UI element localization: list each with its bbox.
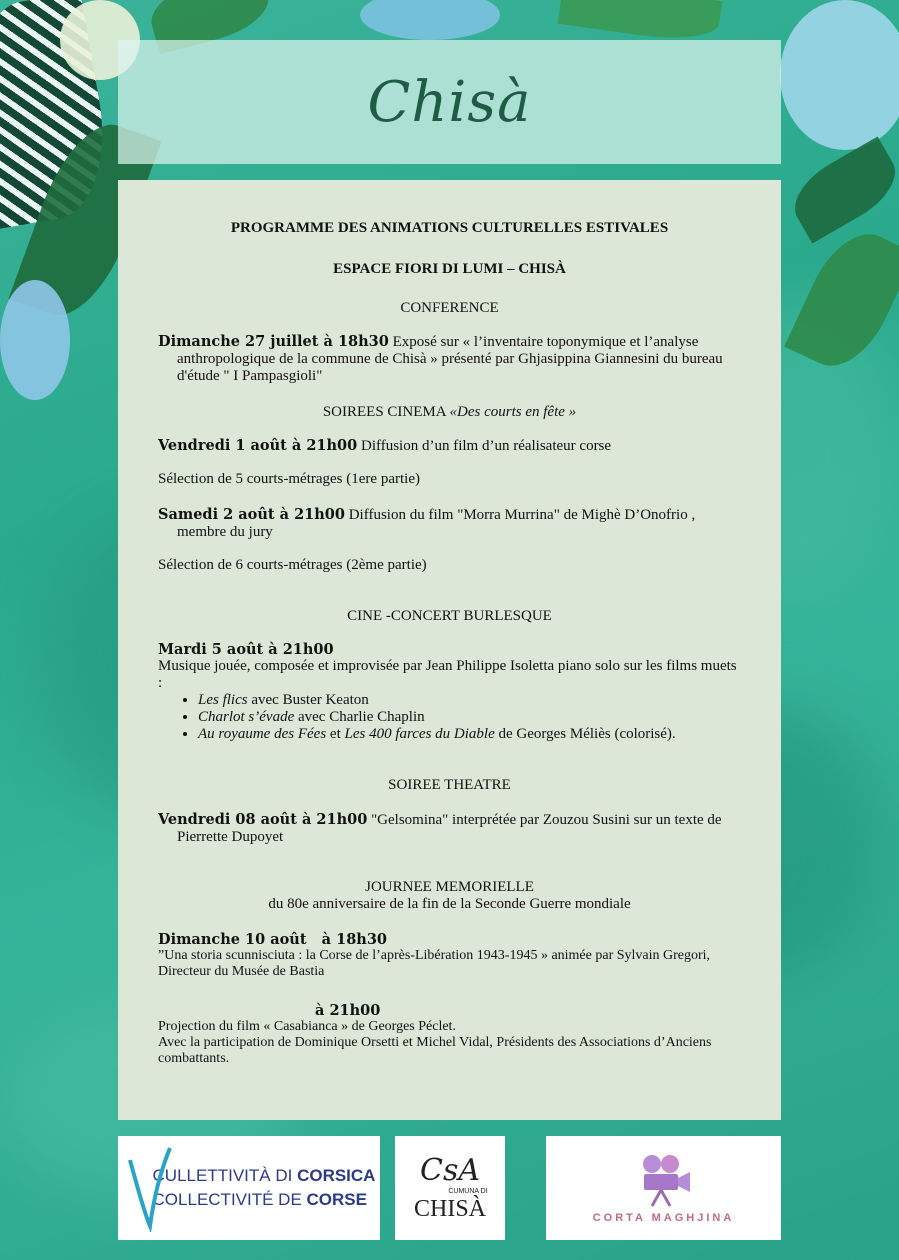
list-item [198, 692, 741, 709]
cinema-heading-text: SOIREES CINEMA [322, 404, 450, 420]
memorial-evening [158, 1002, 741, 1067]
corsica-line-1-text: CULLETTIVITÀ DI [152, 1166, 298, 1185]
film-list [158, 692, 741, 743]
cinema-event-1 [158, 437, 741, 455]
cine-concert-event [158, 641, 741, 743]
program-title: PROGRAMME DES ANIMATIONS CULTURELLES ESTIVALES [230, 220, 669, 236]
theatre-event [158, 811, 741, 846]
cine-concert-date: Mardi 5 août à 21h00 [158, 641, 334, 658]
chisa-small-label: CUMUNA DI [448, 1187, 488, 1195]
chisa-name: CHISÀ [413, 1195, 486, 1222]
memorial-event [158, 931, 741, 980]
program-panel [118, 180, 781, 1120]
conference-date: Dimanche 27 juillet à 18h30 [158, 333, 389, 350]
memorial-text-2: Projection du film « Casabianca » de Georges Péclet. [158, 1019, 456, 1034]
cine-concert-text: Musique jouée, composée et improvisée par Jean Philippe Isoletta piano solo sur les films muets : [158, 658, 737, 691]
corta-logo [546, 1136, 781, 1240]
chisa-logo [395, 1136, 505, 1240]
program-venue: ESPACE FIORI DI LUMI – CHISÀ [333, 261, 566, 277]
cinema-event-2 [158, 506, 741, 541]
film-title: Les flics [198, 692, 248, 708]
cinema-event-2-date: Samedi 2 août à 21h00 [158, 506, 345, 523]
memorial-subheading: du 80e anniversaire de la fin de la Seconde Guerre mondiale [268, 896, 631, 912]
corsica-logo [118, 1136, 380, 1240]
corsica-v-icon [124, 1142, 174, 1232]
cinema-event-2-text: Diffusion du film "Morra Murrina" de Mighè D’Onofrio , membre du jury [177, 507, 696, 540]
film-connector: et [326, 726, 345, 742]
cinema-heading-italic: «Des courts en fête » [449, 404, 577, 420]
chisa-mark: CsA [419, 1152, 480, 1188]
memorial-date: Dimanche 10 août à 18h30 [158, 931, 388, 948]
conference-heading: CONFERENCE [400, 300, 499, 316]
page-title: Chisà [367, 69, 532, 135]
film-title: Les 400 farces du Diable [344, 726, 495, 742]
cinema-heading [158, 404, 741, 421]
conference-text: Exposé sur « l’inventaire toponymique et l’analyse anthropologique de la commune de Chisà » présenté par Ghjasippina Giannesini du bureau d'étude " I Pampasgioli" [177, 334, 723, 384]
corsica-line-1 [153, 1164, 376, 1188]
corta-name: CORTA MAGHJINA [592, 1212, 735, 1224]
cine-concert-heading: CINE -CONCERT BURLESQUE [347, 608, 552, 624]
memorial-text-1: ”Una storia scunnisciuta : la Corse de l’après-Libération 1943-1945 » animée par Sylvain Gregori, Directeur du Musée de Bastia [158, 948, 711, 979]
list-item [198, 709, 741, 726]
memorial-text-3: Avec la participation de Dominique Orsetti et Michel Vidal, Présidents des Associations d’Anciens combattants. [158, 1035, 712, 1066]
corsica-line-2-text: COLLECTIVITÉ DE [152, 1190, 307, 1209]
list-item [198, 726, 741, 743]
corsica-line-2-bold: CORSE [306, 1190, 367, 1209]
cinema-event-1-date: Vendredi 1 août à 21h00 [158, 437, 358, 454]
cinema-selection-1: Sélection de 5 courts-métrages (1ere partie) [158, 471, 420, 487]
cinema-event-1-text: Diffusion d’un film d’un réalisateur corse [357, 438, 612, 454]
film-title: Charlot s’évade [198, 709, 295, 725]
film-credit: avec Charlie Chaplin [294, 709, 425, 725]
film-credit: avec Buster Keaton [247, 692, 369, 708]
theatre-date: Vendredi 08 août à 21h00 [158, 811, 368, 828]
theatre-heading: SOIREE THEATRE [388, 777, 511, 793]
cinema-selection-2: Sélection de 6 courts-métrages (2ème partie) [158, 557, 427, 573]
film-camera-icon [634, 1152, 694, 1208]
theatre-text: "Gelsomina" interprétée par Zouzou Susini sur un texte de Pierrette Dupoyet [177, 812, 722, 845]
corsica-line-1-bold: CORSICA [297, 1166, 376, 1185]
memorial-time-2: à 21h00 [315, 1002, 381, 1019]
conference-event [158, 333, 741, 385]
film-credit: de Georges Méliès (colorisé). [494, 726, 676, 742]
film-title: Au royaume des Fées [198, 726, 327, 742]
memorial-heading: JOURNEE MEMORIELLE [365, 879, 534, 895]
corsica-line-2 [153, 1188, 376, 1212]
